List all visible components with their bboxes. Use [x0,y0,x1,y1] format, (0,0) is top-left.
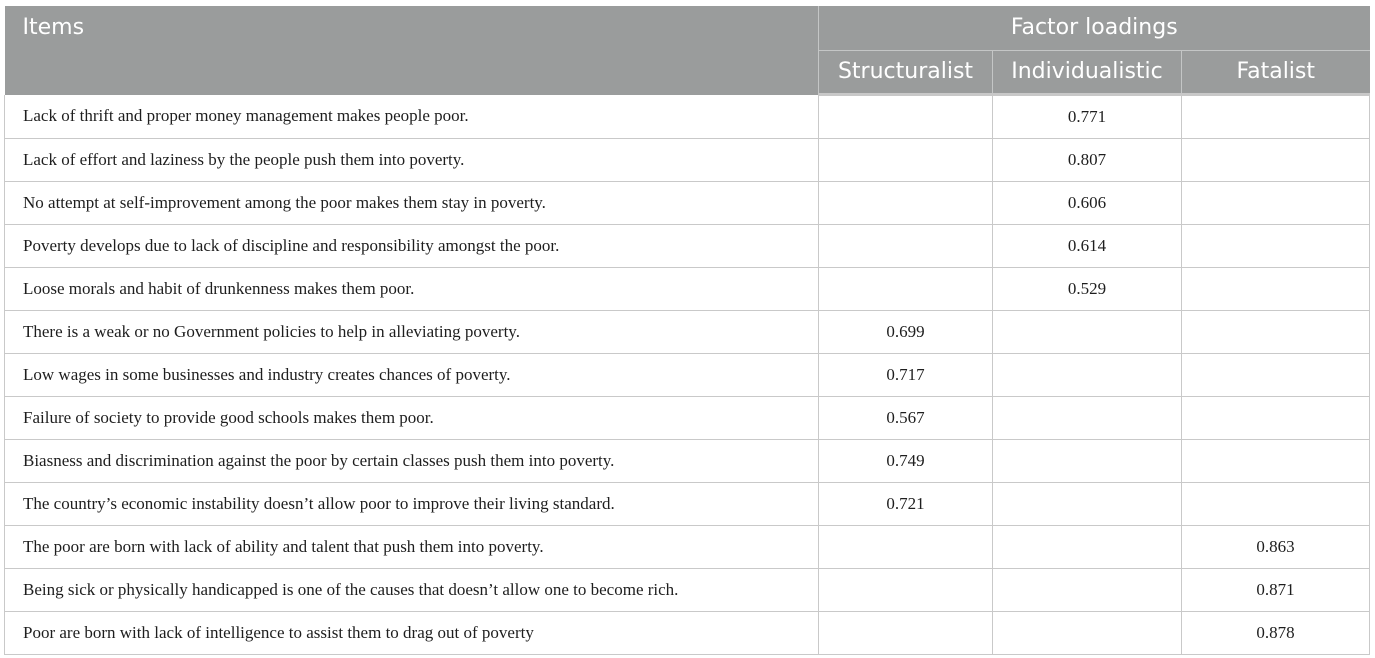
table-row [5,440,1370,483]
structuralist-cell [819,225,993,268]
table-row [5,95,1370,139]
structuralist-cell [819,268,993,311]
individualistic-cell: 0.807 [993,139,1182,182]
table-row [5,483,1370,526]
fatalist-cell [1182,182,1370,225]
table-row [5,612,1370,655]
individualistic-cell: 0.614 [993,225,1182,268]
structuralist-cell: 0.717 [819,354,993,397]
item-cell: Being sick or physically handicapped is one of the causes that doesn’t allow one to become rich. [5,569,819,612]
table-row [5,569,1370,612]
item-cell: Loose morals and habit of drunkenness makes them poor. [5,268,819,311]
factor-loadings-table [4,6,1370,655]
item-cell: Low wages in some businesses and industry creates chances of poverty. [5,354,819,397]
structuralist-cell: 0.721 [819,483,993,526]
table-row [5,139,1370,182]
fatalist-cell [1182,354,1370,397]
header-fatalist: Fatalist [1182,51,1370,95]
structuralist-cell: 0.699 [819,311,993,354]
structuralist-cell [819,182,993,225]
header-factor-loadings: Factor loadings [819,6,1370,51]
structuralist-cell: 0.749 [819,440,993,483]
individualistic-cell [993,440,1182,483]
structuralist-cell [819,95,993,139]
item-cell: Lack of thrift and proper money management makes people poor. [5,95,819,139]
fatalist-cell [1182,225,1370,268]
individualistic-cell [993,354,1182,397]
structuralist-cell [819,569,993,612]
item-cell: No attempt at self-improvement among the poor makes them stay in poverty. [5,182,819,225]
individualistic-cell [993,311,1182,354]
individualistic-cell [993,483,1182,526]
table-row [5,311,1370,354]
individualistic-cell [993,569,1182,612]
fatalist-cell: 0.871 [1182,569,1370,612]
table-header [5,6,1370,95]
item-cell: Lack of effort and laziness by the people push them into poverty. [5,139,819,182]
table-row [5,397,1370,440]
structuralist-cell [819,612,993,655]
item-cell: Poverty develops due to lack of discipline and responsibility amongst the poor. [5,225,819,268]
header-individualistic: Individualistic [993,51,1182,95]
fatalist-cell [1182,397,1370,440]
fatalist-cell [1182,440,1370,483]
fatalist-cell [1182,139,1370,182]
structuralist-cell: 0.567 [819,397,993,440]
fatalist-cell [1182,95,1370,139]
fatalist-cell: 0.878 [1182,612,1370,655]
header-structuralist: Structuralist [819,51,993,95]
table-row [5,526,1370,569]
fatalist-cell [1182,483,1370,526]
fatalist-cell [1182,268,1370,311]
item-cell: The poor are born with lack of ability and talent that push them into poverty. [5,526,819,569]
individualistic-cell [993,612,1182,655]
fatalist-cell [1182,311,1370,354]
individualistic-cell: 0.529 [993,268,1182,311]
table-row [5,225,1370,268]
table-body [5,95,1370,655]
structuralist-cell [819,139,993,182]
individualistic-cell: 0.606 [993,182,1182,225]
item-cell: There is a weak or no Government policies to help in alleviating poverty. [5,311,819,354]
structuralist-cell [819,526,993,569]
individualistic-cell [993,397,1182,440]
table-row [5,182,1370,225]
item-cell: Biasness and discrimination against the poor by certain classes push them into poverty. [5,440,819,483]
individualistic-cell [993,526,1182,569]
individualistic-cell: 0.771 [993,95,1182,139]
header-items: Items [5,6,819,95]
item-cell: The country’s economic instability doesn’t allow poor to improve their living standard. [5,483,819,526]
item-cell: Failure of society to provide good schools makes them poor. [5,397,819,440]
table-row [5,268,1370,311]
fatalist-cell: 0.863 [1182,526,1370,569]
item-cell: Poor are born with lack of intelligence to assist them to drag out of poverty [5,612,819,655]
table-row [5,354,1370,397]
